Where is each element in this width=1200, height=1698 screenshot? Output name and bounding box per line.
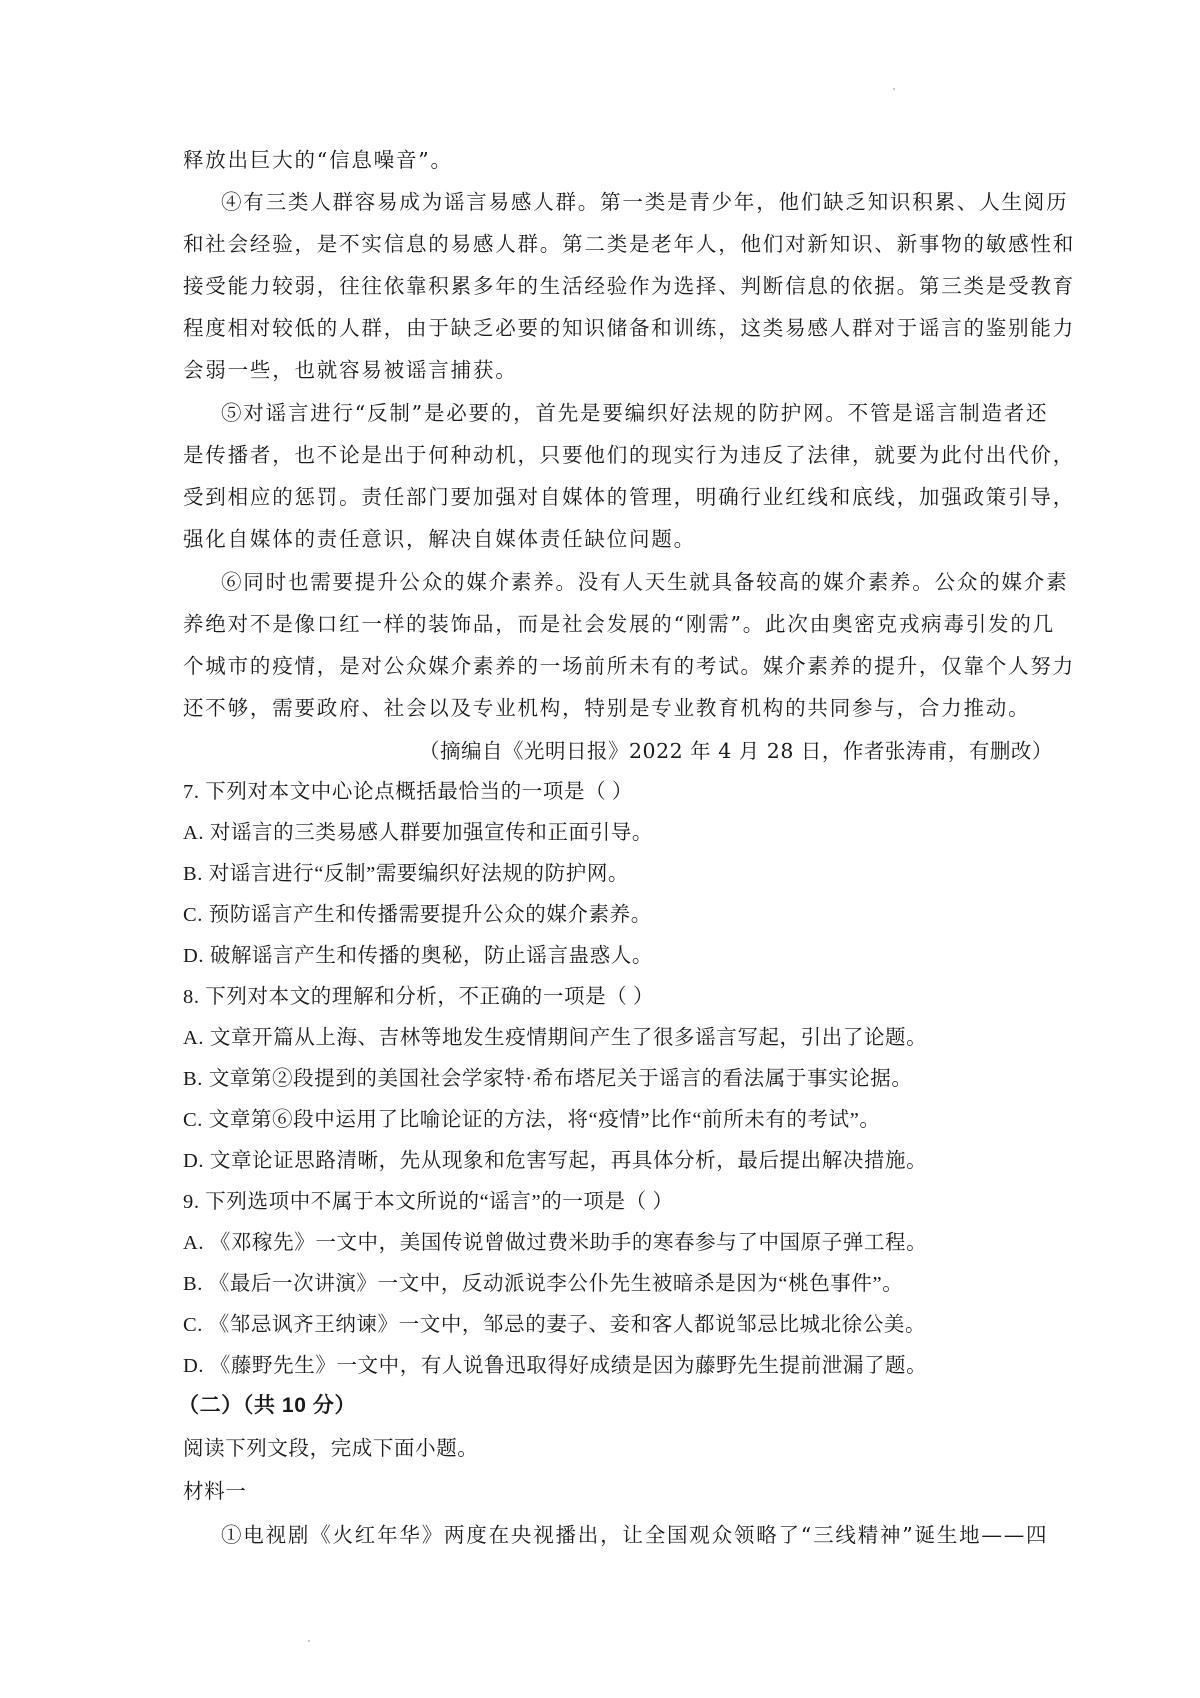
question-8-option-a: A. 文章开篇从上海、吉林等地发生疫情期间产生了很多谣言写起，引出了论题。: [183, 1027, 928, 1049]
paragraph-6-line: 养绝对不是像口红一样的装饰品，而是社会发展的“刚需”。此次由奥密克戎病毒引发的几: [183, 612, 1055, 636]
section-2-heading: （二）（共 10 分）: [178, 1394, 357, 1417]
question-9-option-c: C. 《邹忌讽齐王纳谏》一文中，邹忌的妻子、妾和客人都说邹忌比城北徐公美。: [183, 1314, 927, 1336]
question-7-stem: 7. 下列对本文中心论点概括最恰当的一项是（ ）: [183, 781, 634, 803]
question-8-option-d: D. 文章论证思路清晰，先从现象和危害写起，再具体分析，最后提出解决措施。: [183, 1150, 928, 1172]
paragraph-4-line: 程度相对较低的人群，由于缺乏必要的知识储备和训练，这类易感人群对于谣言的鉴别能力: [183, 316, 1075, 340]
paragraph-4-line: 接受能力较弱，往往依靠积累多年的生活经验作为选择、判断信息的依据。第三类是受教育: [183, 274, 1075, 298]
paragraph-6-line: ⑥同时也需要提升公众的媒介素养。没有人天生就具备较高的媒介素养。公众的媒介素: [221, 570, 1069, 594]
section-2-instruction: 阅读下列文段，完成下面小题。: [183, 1438, 479, 1460]
paragraph-4-line: ④有三类人群容易成为谣言易感人群。第一类是青少年，他们缺乏知识积累、人生阅历: [221, 190, 1069, 214]
question-8-option-b: B. 文章第②段提到的美国社会学家特·希布塔尼关于谣言的看法属于事实论据。: [183, 1068, 913, 1090]
question-9-option-b: B. 《最后一次讲演》一文中，反动派说李公仆先生被暗杀是因为“桃色事件”。: [183, 1273, 904, 1295]
question-7-option-b: B. 对谣言进行“反制”需要编织好法规的防护网。: [183, 863, 630, 885]
material-label: 材料一: [183, 1481, 247, 1503]
question-9-stem: 9. 下列选项中不属于本文所说的“谣言”的一项是（ ）: [183, 1191, 674, 1213]
paragraph-5-line: 受到相应的惩罚。责任部门要加强对自媒体的管理，明确行业红线和底线，加强政策引导，: [183, 485, 1075, 509]
paragraph-6-line: 个城市的疫情，是对公众媒介素养的一场前所未有的考试。媒介素养的提升，仅靠个人努力: [183, 654, 1075, 678]
question-7-option-a: A. 对谣言的三类易感人群要加强宣传和正面引导。: [183, 822, 653, 844]
source-citation: （摘编自《光明日报》2022 年 4 月 28 日，作者张涛甫，有删改）: [419, 739, 1053, 763]
question-9-option-a: A. 《邓稼先》一文中，美国传说曾做过费米助手的寒春参与了中国原子弹工程。: [183, 1232, 928, 1254]
question-8-stem: 8. 下列对本文的理解和分析，不正确的一项是（ ）: [183, 986, 655, 1008]
paragraph-4-line: 和社会经验，是不实信息的易感人群。第二类是老年人，他们对新知识、新事物的敏感性和: [183, 232, 1075, 256]
material-1-paragraph-1-line: ①电视剧《火红年华》两度在央视播出，让全国观众领略了“三线精神”诞生地——四: [221, 1523, 1049, 1547]
paragraph-6-line: 还不够，需要政府、社会以及专业机构，特别是专业教育机构的共同参与，合力推动。: [183, 696, 1031, 720]
paragraph-5-line: 是传播者，也不论是出于何种动机，只要他们的现实行为违反了法律，就要为此付出代价，: [183, 443, 1075, 467]
paragraph-5-line: ⑤对谣言进行“反制”是必要的，首先是要编织好法规的防护网。不管是谣言制造者还: [221, 401, 1049, 425]
question-8-option-c: C. 文章第⑥段中运用了比喻论证的方法，将“疫情”比作“前所未有的考试”。: [183, 1109, 881, 1131]
scan-speck: [308, 1640, 310, 1642]
question-7-option-d: D. 破解谣言产生和传播的奥秘，防止谣言蛊惑人。: [183, 945, 653, 967]
paragraph-5-line: 强化自媒体的责任意识，解决自媒体责任缺位问题。: [183, 527, 696, 551]
question-7-option-c: C. 预防谣言产生和传播需要提升公众的媒介素养。: [183, 904, 652, 926]
paragraph-4-line: 会弱一些，也就容易被谣言捕获。: [183, 358, 518, 382]
scan-speck: [893, 88, 895, 90]
paragraph-3-tail: 释放出巨大的“信息噪音”。: [183, 148, 453, 172]
question-9-option-d: D. 《藤野先生》一文中，有人说鲁迅取得好成绩是因为藤野先生提前泄漏了题。: [183, 1355, 928, 1377]
